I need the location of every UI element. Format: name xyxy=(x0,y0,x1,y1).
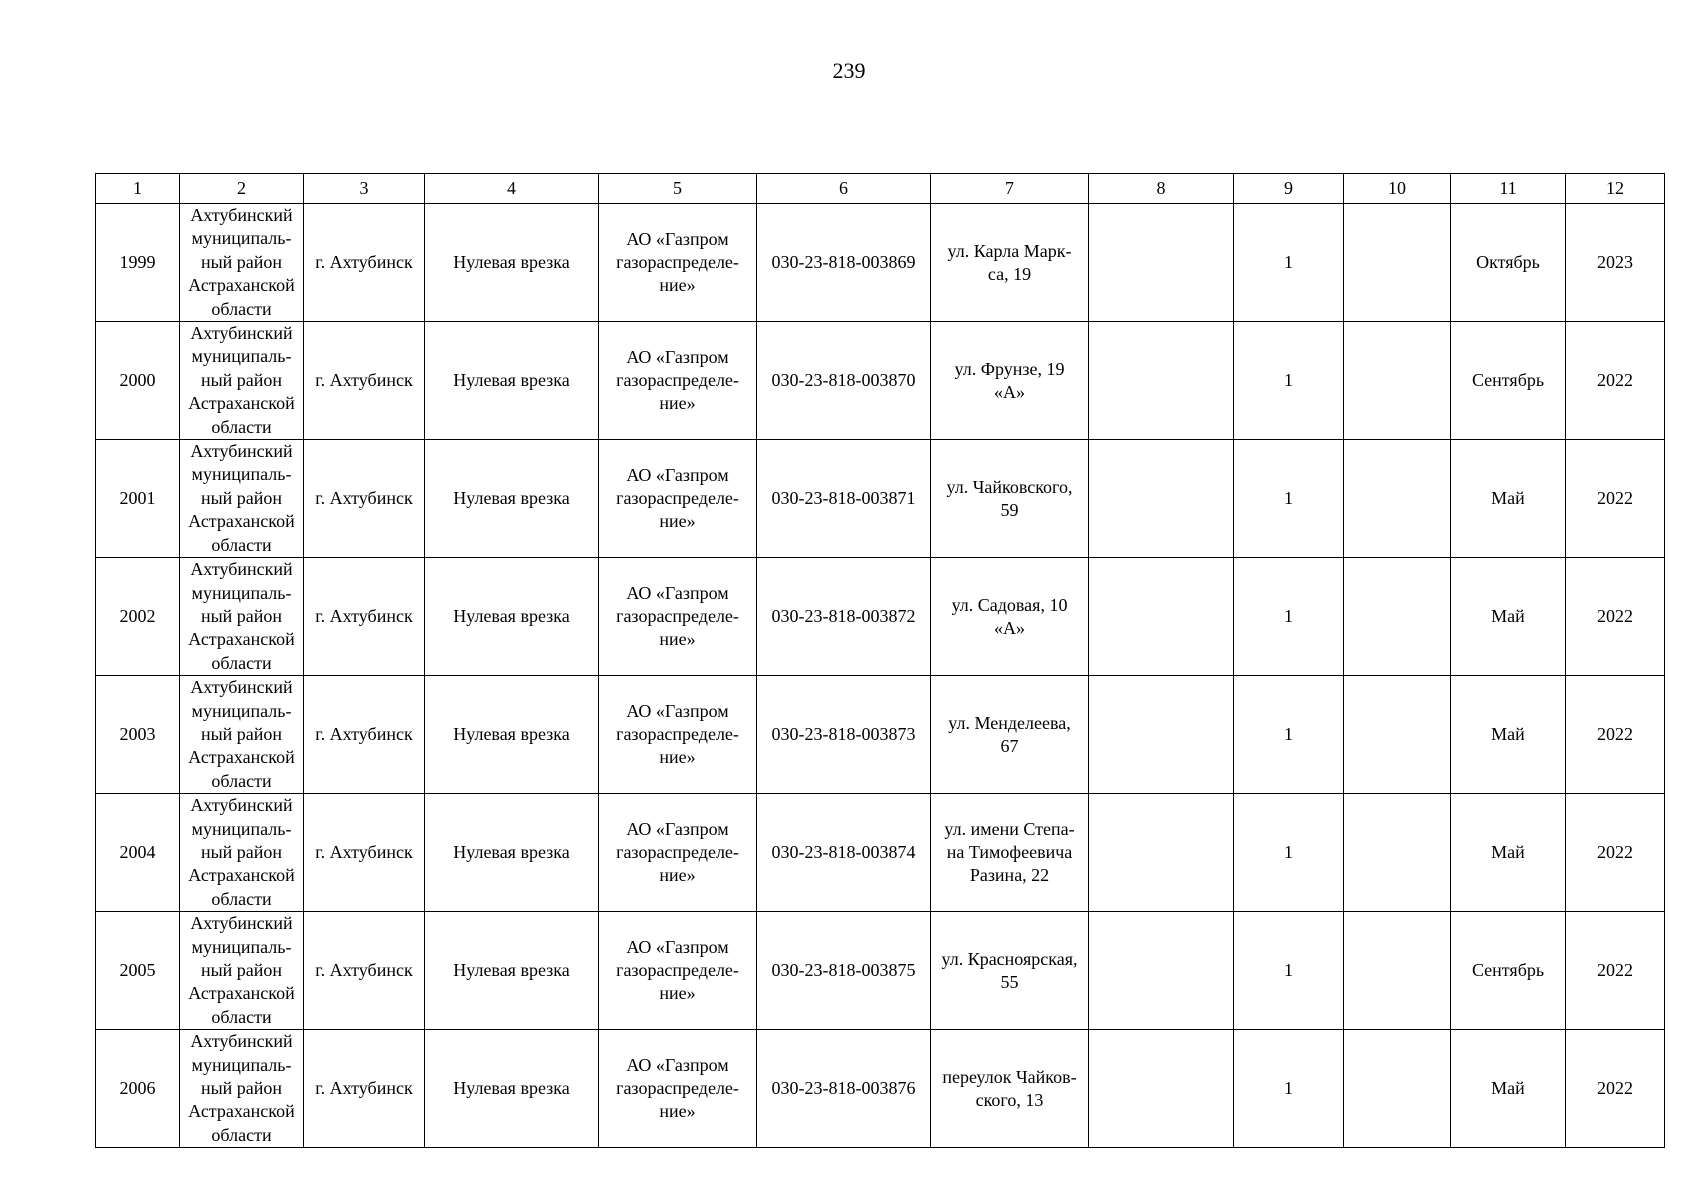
column-8-cell xyxy=(1089,676,1234,794)
year-cell: 2022 xyxy=(1566,794,1665,912)
cell-line: ние» xyxy=(659,983,696,1004)
count-cell: 1 xyxy=(1234,440,1344,558)
connection-type-cell: Нулевая врезка xyxy=(425,204,599,322)
month-cell: Май xyxy=(1451,558,1566,676)
column-8-cell xyxy=(1089,204,1234,322)
cell-line: Астраханской xyxy=(188,629,295,650)
month-cell: Май xyxy=(1451,1030,1566,1148)
object-code-cell: 030-23-818-003876 xyxy=(757,1030,931,1148)
city-cell: г. Ахтубинск xyxy=(304,558,425,676)
table-row xyxy=(96,440,1665,558)
organization-cell xyxy=(599,558,757,676)
cell-line: газораспределе- xyxy=(616,370,739,391)
city-cell: г. Ахтубинск xyxy=(304,204,425,322)
organization-cell xyxy=(599,440,757,558)
month-cell: Май xyxy=(1451,794,1566,912)
object-code-cell: 030-23-818-003875 xyxy=(757,912,931,1030)
column-8-cell xyxy=(1089,912,1234,1030)
cell-line: ный район xyxy=(200,723,283,744)
cell-line: АО «Газпром xyxy=(626,701,729,722)
row-number-cell: 2004 xyxy=(96,794,180,912)
cell-line: газораспределе- xyxy=(616,842,739,863)
object-code-cell: 030-23-818-003872 xyxy=(757,558,931,676)
city-cell: г. Ахтубинск xyxy=(304,676,425,794)
column-header: 4 xyxy=(425,174,599,204)
organization-cell xyxy=(599,794,757,912)
connection-type-cell: Нулевая врезка xyxy=(425,1030,599,1148)
table-row xyxy=(96,912,1665,1030)
column-10-cell xyxy=(1344,322,1451,440)
cell-line: газораспределе- xyxy=(616,252,739,273)
organization-cell xyxy=(599,204,757,322)
row-number-cell: 2005 xyxy=(96,912,180,1030)
object-code-cell: 030-23-818-003870 xyxy=(757,322,931,440)
year-cell: 2023 xyxy=(1566,204,1665,322)
cell-line: АО «Газпром xyxy=(626,465,729,486)
row-number-cell: 2002 xyxy=(96,558,180,676)
organization-cell xyxy=(599,676,757,794)
cell-line: 59 xyxy=(1000,499,1019,520)
cell-line: ул. Садовая, 10 xyxy=(951,594,1068,615)
column-header: 8 xyxy=(1089,174,1234,204)
city-cell: г. Ахтубинск xyxy=(304,912,425,1030)
column-10-cell xyxy=(1344,794,1451,912)
address-cell xyxy=(931,204,1089,322)
address-cell xyxy=(931,912,1089,1030)
table-row xyxy=(96,1030,1665,1148)
row-number-cell: 2003 xyxy=(96,676,180,794)
table-row xyxy=(96,204,1665,322)
object-code-cell: 030-23-818-003869 xyxy=(757,204,931,322)
cell-line: муниципаль- xyxy=(191,582,292,603)
cell-line: ный район xyxy=(200,605,283,626)
cell-line: ние» xyxy=(659,511,696,532)
cell-line: ный район xyxy=(200,1078,283,1099)
cell-line: Астраханской xyxy=(188,865,295,886)
cell-line: АО «Газпром xyxy=(626,937,729,958)
column-10-cell xyxy=(1344,1030,1451,1148)
column-header: 11 xyxy=(1451,174,1566,204)
row-number-cell: 2000 xyxy=(96,322,180,440)
cell-line: АО «Газпром xyxy=(626,1055,729,1076)
month-cell: Май xyxy=(1451,676,1566,794)
table-header xyxy=(96,174,1665,204)
count-cell: 1 xyxy=(1234,1030,1344,1148)
cell-line: муниципаль- xyxy=(191,936,292,957)
cell-line: са, 19 xyxy=(987,263,1032,284)
cell-line: АО «Газпром xyxy=(626,819,729,840)
cell-line: области xyxy=(211,534,272,555)
cell-line: ул. Красноярская, xyxy=(941,948,1078,969)
table-row xyxy=(96,676,1665,794)
cell-line: ние» xyxy=(659,629,696,650)
column-8-cell xyxy=(1089,558,1234,676)
header-row xyxy=(96,174,1665,204)
cell-line: муниципаль- xyxy=(191,464,292,485)
cell-line: переулок Чайков- xyxy=(942,1066,1077,1087)
district-cell xyxy=(180,440,304,558)
count-cell: 1 xyxy=(1234,558,1344,676)
cell-line: Ахтубинский xyxy=(190,677,293,698)
cell-line: Ахтубинский xyxy=(190,323,293,344)
cell-line: 55 xyxy=(1000,971,1019,992)
city-cell: г. Ахтубинск xyxy=(304,322,425,440)
column-header: 6 xyxy=(757,174,931,204)
row-number-cell: 2006 xyxy=(96,1030,180,1148)
cell-line: Астраханской xyxy=(188,511,295,532)
cell-line: Астраханской xyxy=(188,393,295,414)
connection-type-cell: Нулевая врезка xyxy=(425,794,599,912)
year-cell: 2022 xyxy=(1566,558,1665,676)
column-8-cell xyxy=(1089,794,1234,912)
cell-line: области xyxy=(211,888,272,909)
cell-line: муниципаль- xyxy=(191,228,292,249)
column-header: 2 xyxy=(180,174,304,204)
cell-line: ул. Фрунзе, 19 xyxy=(954,358,1065,379)
city-cell: г. Ахтубинск xyxy=(304,1030,425,1148)
column-10-cell xyxy=(1344,912,1451,1030)
count-cell: 1 xyxy=(1234,204,1344,322)
cell-line: АО «Газпром xyxy=(626,347,729,368)
column-header: 5 xyxy=(599,174,757,204)
cell-line: ный район xyxy=(200,369,283,390)
column-header: 12 xyxy=(1566,174,1665,204)
district-cell xyxy=(180,322,304,440)
cell-line: Ахтубинский xyxy=(190,559,293,580)
year-cell: 2022 xyxy=(1566,912,1665,1030)
cell-line: области xyxy=(211,770,272,791)
cell-line: ние» xyxy=(659,393,696,414)
cell-line: ный район xyxy=(200,960,283,980)
organization-cell xyxy=(599,322,757,440)
connection-type-cell: Нулевая врезка xyxy=(425,912,599,1030)
year-cell: 2022 xyxy=(1566,1030,1665,1148)
cell-line: ный район xyxy=(200,841,283,862)
cell-line: Астраханской xyxy=(188,275,295,296)
year-cell: 2022 xyxy=(1566,440,1665,558)
cell-line: ние» xyxy=(659,865,696,886)
city-cell: г. Ахтубинск xyxy=(304,440,425,558)
column-8-cell xyxy=(1089,1030,1234,1148)
cell-line: Астраханской xyxy=(188,747,295,768)
cell-line: газораспределе- xyxy=(616,488,739,509)
cell-line: области xyxy=(211,1124,272,1145)
district-cell xyxy=(180,204,304,322)
connection-type-cell: Нулевая врезка xyxy=(425,558,599,676)
cell-line: «А» xyxy=(994,381,1025,402)
table-body xyxy=(96,204,1665,1148)
table-row xyxy=(96,322,1665,440)
cell-line: ского, 13 xyxy=(975,1089,1044,1110)
cell-line: АО «Газпром xyxy=(626,583,729,604)
column-10-cell xyxy=(1344,440,1451,558)
cell-line: области xyxy=(211,298,272,319)
cell-line: Ахтубинский xyxy=(190,1031,293,1052)
cell-line: газораспределе- xyxy=(616,1078,739,1099)
address-cell xyxy=(931,440,1089,558)
cell-line: ул. имени Степа- xyxy=(944,819,1075,840)
city-cell: г. Ахтубинск xyxy=(304,794,425,912)
cell-line: газораспределе- xyxy=(616,606,739,627)
cell-line: газораспределе- xyxy=(616,960,739,981)
count-cell: 1 xyxy=(1234,322,1344,440)
cell-line: Астраханской xyxy=(188,1101,295,1122)
count-cell: 1 xyxy=(1234,676,1344,794)
cell-line: ние» xyxy=(659,747,696,768)
month-cell: Сентябрь xyxy=(1451,322,1566,440)
district-cell xyxy=(180,558,304,676)
column-10-cell xyxy=(1344,676,1451,794)
cell-line: ние» xyxy=(659,275,696,296)
district-cell xyxy=(180,1030,304,1148)
month-cell: Сентябрь xyxy=(1451,912,1566,1030)
cell-line: ный район xyxy=(200,251,283,272)
year-cell: 2022 xyxy=(1566,322,1665,440)
cell-line: области xyxy=(211,1006,272,1027)
cell-line: муниципаль- xyxy=(191,1054,292,1075)
address-cell xyxy=(931,676,1089,794)
connection-type-cell: Нулевая врезка xyxy=(425,676,599,794)
object-code-cell: 030-23-818-003874 xyxy=(757,794,931,912)
organization-cell xyxy=(599,1030,757,1148)
column-header: 9 xyxy=(1234,174,1344,204)
object-code-cell: 030-23-818-003871 xyxy=(757,440,931,558)
cell-line: ние» xyxy=(659,1101,696,1122)
address-cell xyxy=(931,322,1089,440)
cell-line: муниципаль- xyxy=(191,346,292,367)
count-cell: 1 xyxy=(1234,794,1344,912)
count-cell: 1 xyxy=(1234,912,1344,1030)
year-cell: 2022 xyxy=(1566,676,1665,794)
column-header: 7 xyxy=(931,174,1089,204)
cell-line: газораспределе- xyxy=(616,724,739,745)
district-cell xyxy=(180,912,304,1030)
cell-line: ул. Чайковского, xyxy=(946,476,1073,497)
column-header: 10 xyxy=(1344,174,1451,204)
address-cell xyxy=(931,794,1089,912)
cell-line: на Тимофеевича xyxy=(946,842,1073,863)
month-cell: Октябрь xyxy=(1451,204,1566,322)
cell-line: Ахтубинский xyxy=(190,441,293,462)
table-row xyxy=(96,794,1665,912)
address-cell xyxy=(931,558,1089,676)
column-8-cell xyxy=(1089,322,1234,440)
object-code-cell: 030-23-818-003873 xyxy=(757,676,931,794)
cell-line: ул. Карла Марк- xyxy=(947,240,1072,261)
cell-line: Ахтубинский xyxy=(190,795,293,816)
cell-line: муниципаль- xyxy=(191,818,292,839)
month-cell: Май xyxy=(1451,440,1566,558)
address-cell xyxy=(931,1030,1089,1148)
cell-line: области xyxy=(211,652,272,673)
cell-line: ул. Менделеева, xyxy=(948,712,1071,733)
connection-type-cell: Нулевая врезка xyxy=(425,440,599,558)
register-table xyxy=(95,173,1665,1148)
row-number-cell: 2001 xyxy=(96,440,180,558)
cell-line: Астраханской xyxy=(188,983,295,1004)
organization-cell xyxy=(599,912,757,1030)
district-cell xyxy=(180,676,304,794)
cell-line: муниципаль- xyxy=(191,700,292,721)
cell-line: Ахтубинский xyxy=(190,205,293,225)
column-8-cell xyxy=(1089,440,1234,558)
row-number-cell: 1999 xyxy=(96,204,180,322)
column-header: 3 xyxy=(304,174,425,204)
cell-line: АО «Газпром xyxy=(626,229,729,250)
cell-line: 67 xyxy=(1000,735,1019,756)
cell-line: «А» xyxy=(994,617,1025,638)
table-row xyxy=(96,558,1665,676)
column-header: 1 xyxy=(96,174,180,204)
cell-line: ный район xyxy=(200,487,283,508)
connection-type-cell: Нулевая врезка xyxy=(425,322,599,440)
column-10-cell xyxy=(1344,558,1451,676)
cell-line: области xyxy=(211,416,272,437)
column-10-cell xyxy=(1344,204,1451,322)
district-cell xyxy=(180,794,304,912)
cell-line: Ахтубинский xyxy=(190,913,293,934)
page-number: 239 xyxy=(832,58,866,83)
cell-line: Разина, 22 xyxy=(969,865,1050,886)
